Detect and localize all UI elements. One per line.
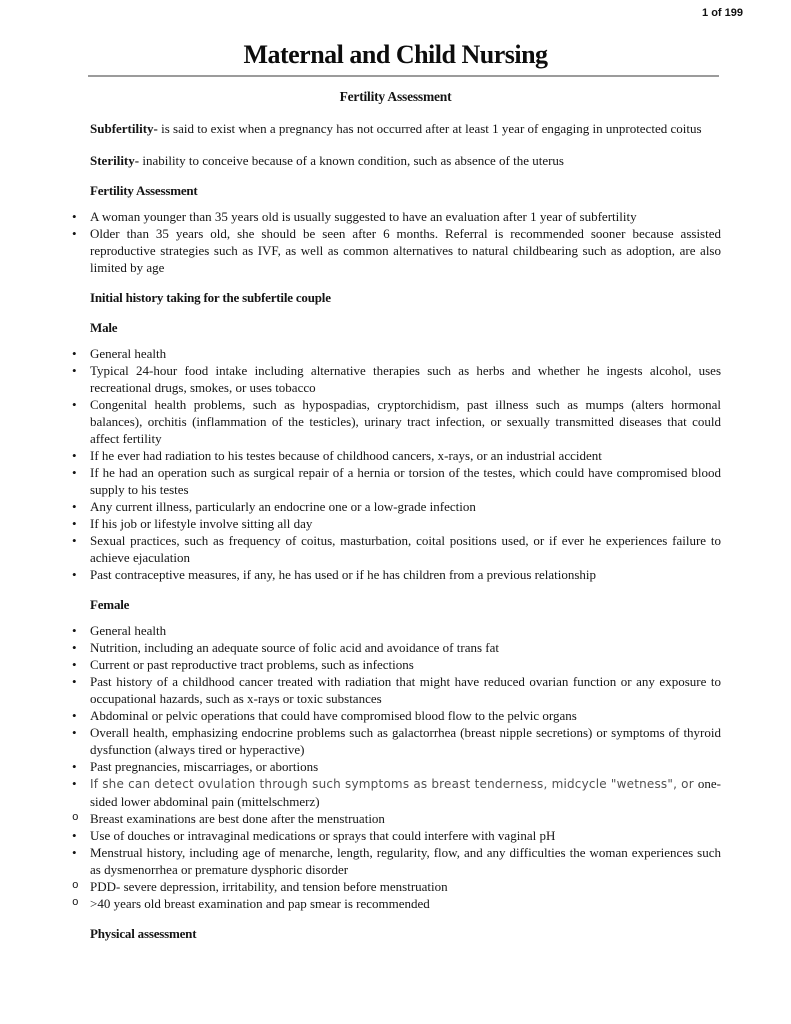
ovulation-alt-font-text: If she can detect ovulation through such symptoms as breast tenderness, midcycle "wetness", or — [90, 777, 698, 791]
list-item: • General health — [90, 622, 721, 639]
title-underline-rule — [88, 75, 719, 77]
document-title: Maternal and Child Nursing — [243, 40, 548, 69]
definition-term: Subfertility- — [90, 121, 158, 136]
list-item: o Breast examinations are best done after the menstruation — [90, 810, 721, 827]
heading-physical-assessment: Physical assessment — [90, 926, 197, 941]
list-item: • A woman younger than 35 years old is usually suggested to have an evaluation after 1 year of subfertility — [90, 208, 721, 225]
list-item: • Past history of a childhood cancer treated with radiation that might have reduced ovarian function or any exposure to occupational hazards, such as x-rays or toxic substances — [90, 673, 721, 707]
list-item: • Overall health, emphasizing endocrine problems such as galactorrhea (breast nipple secretions) or symptoms of thyroid dysfunction (always tired or hyperactive) — [90, 724, 721, 758]
definition-text: inability to conceive because of a known condition, such as absence of the uterus — [139, 153, 564, 168]
list-item: • Abdominal or pelvic operations that could have compromised blood flow to the pelvic organs — [90, 707, 721, 724]
list-item: • Use of douches or intravaginal medications or sprays that could interfere with vaginal pH — [90, 827, 721, 844]
list-item: • Congenital health problems, such as hypospadias, cryptorchidism, past illness such as mumps (alters hormonal balances), orchitis (inflammation of the testicles), urinary tract infection, or sexually transmitted diseases that could affect fertility — [90, 396, 721, 447]
list-item: • General health — [90, 345, 721, 362]
heading-fertility-assessment: Fertility Assessment — [90, 183, 198, 198]
list-item: • Past pregnancies, miscarriages, or abortions — [90, 758, 721, 775]
female-bullet-list — [90, 622, 721, 912]
document-subtitle: Fertility Assessment — [339, 89, 452, 104]
list-item: • If he ever had radiation to his testes because of childhood cancers, x-rays, or an industrial accident — [90, 447, 721, 464]
list-item: • Nutrition, including an adequate source of folic acid and avoidance of trans fat — [90, 639, 721, 656]
ovulation-rest-text: one-sided lower abdominal pain (mittelschmerz) — [90, 776, 721, 809]
heading-female: Female — [90, 597, 130, 612]
list-item: • If his job or lifestyle involve sitting all day — [90, 515, 721, 532]
definition-text: is said to exist when a pregnancy has not occurred after at least 1 year of engaging in unprotected coitus — [157, 121, 702, 136]
list-item-ovulation — [90, 775, 721, 810]
fertility-bullet-list — [90, 208, 721, 276]
list-item: • Older than 35 years old, she should be seen after 6 months. Referral is recommended sooner because assisted reproductive strategies such as IVF, as well as common alternatives to natural childbearing such as adoption, are also limited by age — [90, 225, 721, 276]
page-number-label: 1 of 199 — [702, 7, 743, 19]
heading-initial-history: Initial history taking for the subfertile couple — [90, 290, 331, 305]
list-item: • If he had an operation such as surgical repair of a hernia or torsion of the testes, which could have compromised blood supply to his testes — [90, 464, 721, 498]
list-item: • Typical 24-hour food intake including alternative therapies such as herbs and whether he ingests alcohol, uses recreational drugs, smokes, or uses tobacco — [90, 362, 721, 396]
list-item: • Menstrual history, including age of menarche, length, regularity, flow, and any difficulties the woman experiences such as dysmenorrhea or premature dysphoric disorder — [90, 844, 721, 878]
list-item: • Past contraceptive measures, if any, he has used or if he has children from a previous relationship — [90, 566, 721, 583]
definition-term: Sterility- — [90, 153, 140, 168]
document-body — [90, 120, 721, 942]
heading-male: Male — [90, 320, 118, 335]
male-bullet-list — [90, 345, 721, 583]
definition-subfertility — [90, 120, 721, 137]
definition-sterility — [90, 152, 721, 169]
list-item: • Any current illness, particularly an endocrine one or a low-grade infection — [90, 498, 721, 515]
list-item: o >40 years old breast examination and pap smear is recommended — [90, 895, 721, 912]
list-item: o PDD- severe depression, irritability, and tension before menstruation — [90, 878, 721, 895]
list-item: • Current or past reproductive tract problems, such as infections — [90, 656, 721, 673]
list-item: • Sexual practices, such as frequency of coitus, masturbation, coital positions used, or if ever he experiences failure to achieve ejaculation — [90, 532, 721, 566]
